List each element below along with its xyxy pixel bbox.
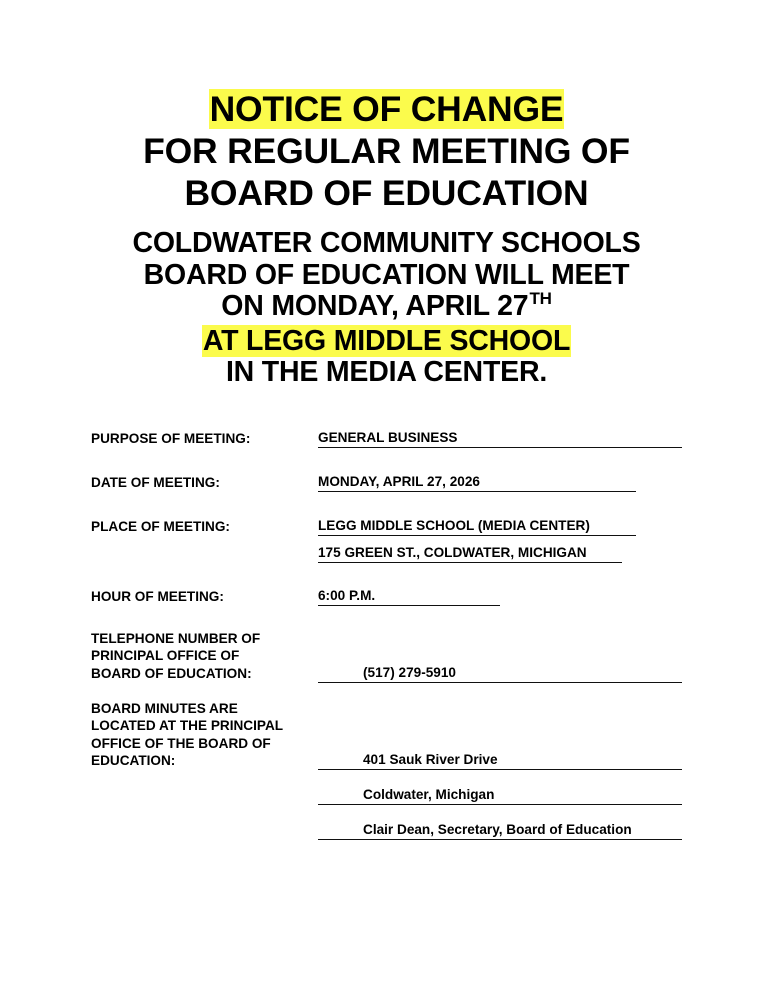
minutes-address-line-1: 401 Sauk River Drive bbox=[363, 752, 498, 767]
hour-value: 6:00 P.M. bbox=[318, 588, 376, 603]
place-value-line-2: 175 GREEN ST., COLDWATER, MICHIGAN bbox=[318, 545, 587, 560]
meeting-announcement bbox=[0, 228, 773, 389]
minutes-label-2: LOCATED AT THE PRINCIPAL bbox=[91, 718, 284, 734]
purpose-value: GENERAL BUSINESS bbox=[318, 430, 458, 445]
announcement-line-2: BOARD OF EDUCATION WILL MEET bbox=[143, 258, 630, 291]
notice-of-change-heading: NOTICE OF CHANGE bbox=[209, 89, 564, 129]
telephone-value: (517) 279-5910 bbox=[363, 665, 456, 680]
telephone-label-3: BOARD OF EDUCATION: bbox=[91, 665, 252, 681]
announcement-line-3: ON MONDAY, APRIL 27TH bbox=[221, 289, 552, 322]
announcement-line-5: IN THE MEDIA CENTER. bbox=[225, 356, 548, 388]
minutes-address-line-2: Coldwater, Michigan bbox=[363, 787, 495, 802]
telephone-label-1: TELEPHONE NUMBER OF bbox=[91, 631, 261, 646]
minutes-label-4: EDUCATION: bbox=[91, 752, 176, 768]
date-label: DATE OF MEETING: bbox=[91, 475, 220, 490]
location-highlight: AT LEGG MIDDLE SCHOOL bbox=[202, 324, 571, 357]
minutes-contact: Clair Dean, Secretary, Board of Education bbox=[363, 822, 632, 837]
purpose-label: PURPOSE OF MEETING: bbox=[91, 431, 251, 446]
ordinal-suffix: TH bbox=[529, 289, 552, 308]
minutes-label-1: BOARD MINUTES ARE bbox=[91, 701, 238, 716]
hour-label: HOUR OF MEETING: bbox=[91, 589, 224, 604]
telephone-label-2: PRINCIPAL OFFICE OF bbox=[91, 648, 240, 664]
minutes-label-3: OFFICE OF THE BOARD OF bbox=[91, 735, 271, 751]
notice-title bbox=[0, 88, 773, 214]
announcement-line-1: COLDWATER COMMUNITY SCHOOLS bbox=[132, 227, 641, 259]
place-label: PLACE OF MEETING: bbox=[91, 519, 230, 534]
place-value-line-1: LEGG MIDDLE SCHOOL (MEDIA CENTER) bbox=[318, 518, 590, 533]
date-value: MONDAY, APRIL 27, 2026 bbox=[318, 474, 480, 489]
title-line-3: BOARD OF EDUCATION bbox=[184, 173, 589, 213]
title-line-2: FOR REGULAR MEETING OF bbox=[143, 131, 630, 171]
